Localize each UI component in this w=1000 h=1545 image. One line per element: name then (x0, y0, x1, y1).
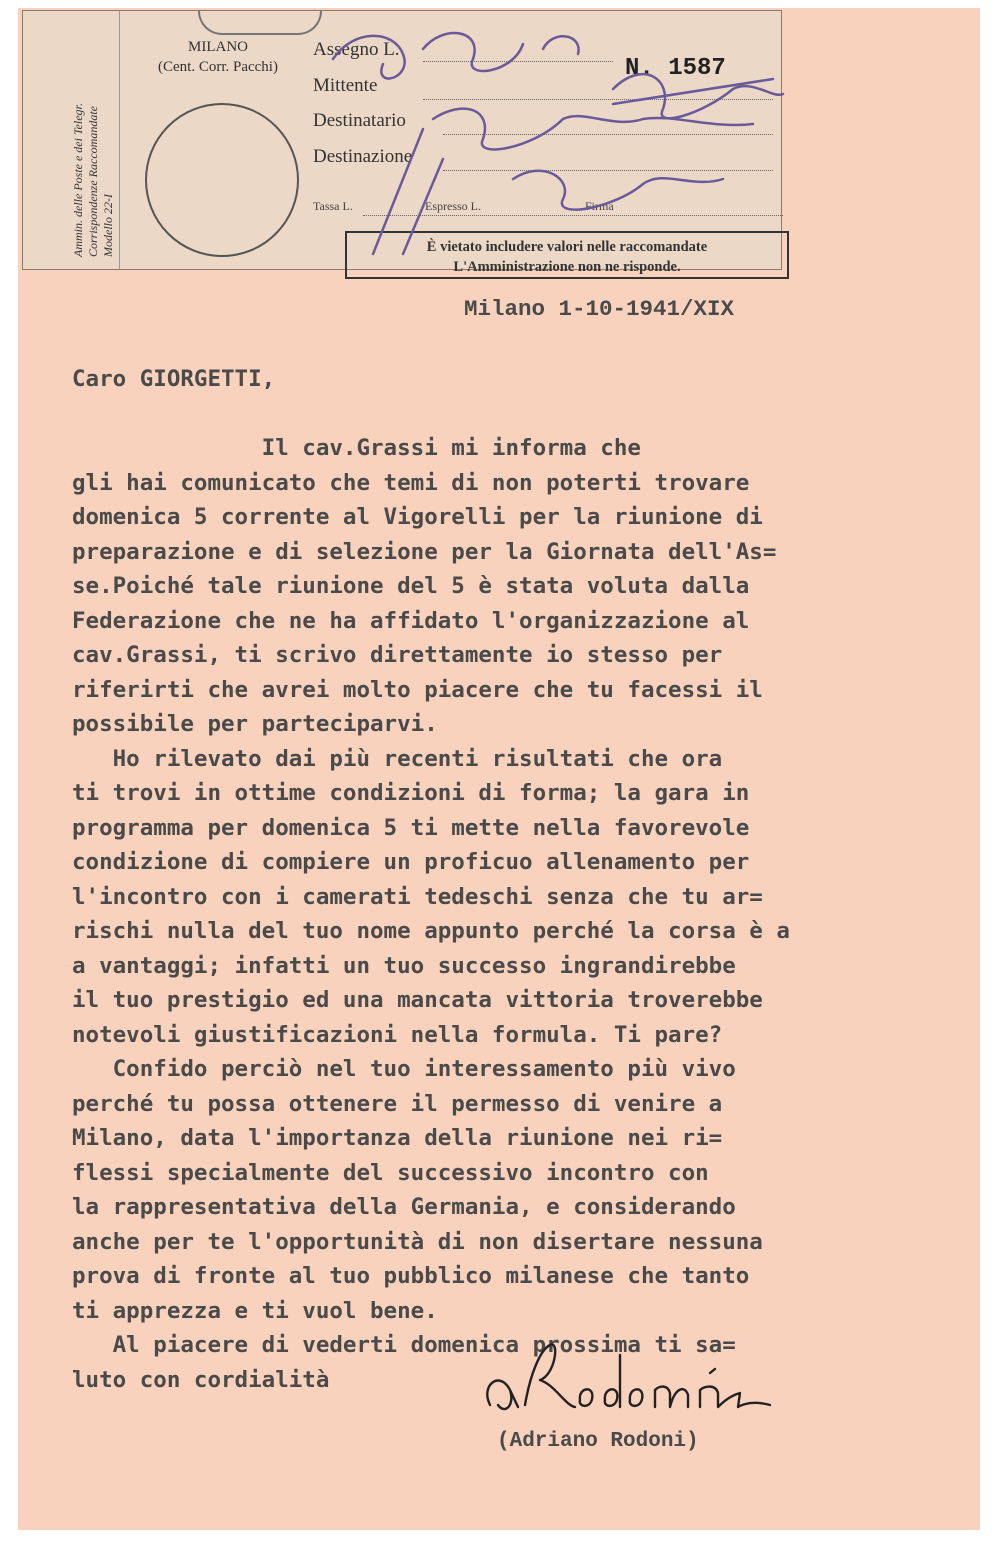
letter-line: Milano, data l'importanza della riunione nei ri= (72, 1125, 723, 1151)
mittente-label: Mittente (313, 75, 378, 96)
tassa-label: Tassa L. (313, 199, 353, 213)
letter-line: gli hai comunicato che temi di non poterti trovare (72, 469, 750, 496)
letter-body (72, 362, 790, 1397)
letter-line: Confido perciò nel tuo interessamento più vivo (72, 1056, 736, 1082)
letter-line: preparazione e di selezione per la Giornata dell'As= (72, 538, 777, 565)
espresso-label: Espresso L. (425, 199, 481, 213)
destinatario-label: Destinatario (313, 110, 406, 131)
letter-line: l'incontro con i camerati tedeschi senza che tu ar= (72, 883, 763, 910)
letter-line: Il cav.Grassi mi informa che (72, 435, 641, 461)
number-value: 1587 (668, 55, 726, 82)
letter-line: riferirti che avrei molto piacere che tu facessi il (72, 676, 763, 703)
letter-line: notevoli giustificazioni nella formula. Ti pare? (72, 1021, 723, 1048)
letter-line: programma per domenica 5 ti mette nella favorevole (72, 814, 750, 841)
letter-line: cav.Grassi, ti scrivo direttamente io stesso per (72, 642, 723, 668)
letter-line: luto con cordialità (72, 1366, 330, 1393)
letter-line: prova di fronte al tuo pubblico milanese che tanto (72, 1263, 750, 1289)
side-line: Corrispondenze Raccomandate (86, 106, 100, 257)
letter-line: Al piacere di vederti domenica prossima ti sa= (72, 1332, 736, 1358)
letter-line: ti apprezza e ti vuol bene. (72, 1297, 438, 1324)
letter-line: a vantaggi; infatti un tuo successo ingrandirebbe (72, 952, 736, 979)
letter-line: Caro GIORGETTI, (72, 366, 276, 392)
letter-line: domenica 5 corrente al Vigorelli per la riunione di (72, 504, 763, 530)
letter-line: flessi specialmente del successivo incontro con (72, 1159, 709, 1186)
letter-date: Milano 1-10-1941/XIX (464, 296, 735, 322)
letter-line: possibile per parteciparvi. (72, 711, 438, 737)
post-office (123, 37, 313, 77)
postmark-stamp-top (198, 11, 322, 35)
firma-label: Firma (585, 199, 614, 213)
letter-line: se.Poiché tale riunione del 5 è stata voluta dalla (72, 573, 750, 599)
destinazione-label: Destinazione (313, 146, 413, 167)
letter-line: la rappresentativa della Germania, e considerando (72, 1194, 736, 1220)
postmark-stamp (145, 103, 299, 257)
signature-name: (Adriano Rodoni) (497, 1430, 699, 1453)
letter-line: anche per te l'opportunità di non disertare nessuna (72, 1228, 763, 1255)
warning-line: L'Amministrazione non ne risponde. (453, 259, 681, 275)
letter-line: Ho rilevato dai più recenti risultati che ora (72, 745, 723, 772)
assegno-label: Assegno L. (313, 39, 400, 60)
handwritten-signature (470, 1335, 790, 1435)
letter-line: perché tu possa ottenere il permesso di venire a (72, 1090, 723, 1117)
number-prefix: N. (625, 55, 654, 82)
side-line: Ammin. delle Poste e dei Telegr. (71, 103, 85, 257)
letter-line: ti trovi in ottime condizioni di forma; la gara in (72, 780, 750, 806)
office-city: MILANO (188, 39, 248, 55)
warning-line: È vietato includere valori nelle raccomandate (426, 239, 708, 255)
side-line: Modello 22-I (101, 194, 115, 257)
registered-mail-receipt (22, 10, 782, 275)
office-branch: (Cent. Corr. Pacchi) (158, 59, 278, 75)
letter-line: condizione di compiere un proficuo allenamento per (72, 849, 750, 875)
handwritten-address-scribble (313, 19, 793, 269)
receipt-side-text (71, 17, 116, 257)
letter-line: Federazione che ne ha affidato l'organizzazione al (72, 607, 750, 634)
divider (119, 11, 120, 269)
letter-line: rischi nulla del tuo nome appunto perché la corsa è a (72, 918, 790, 944)
letter-line: il tuo prestigio ed una mancata vittoria troverebbe (72, 987, 763, 1013)
